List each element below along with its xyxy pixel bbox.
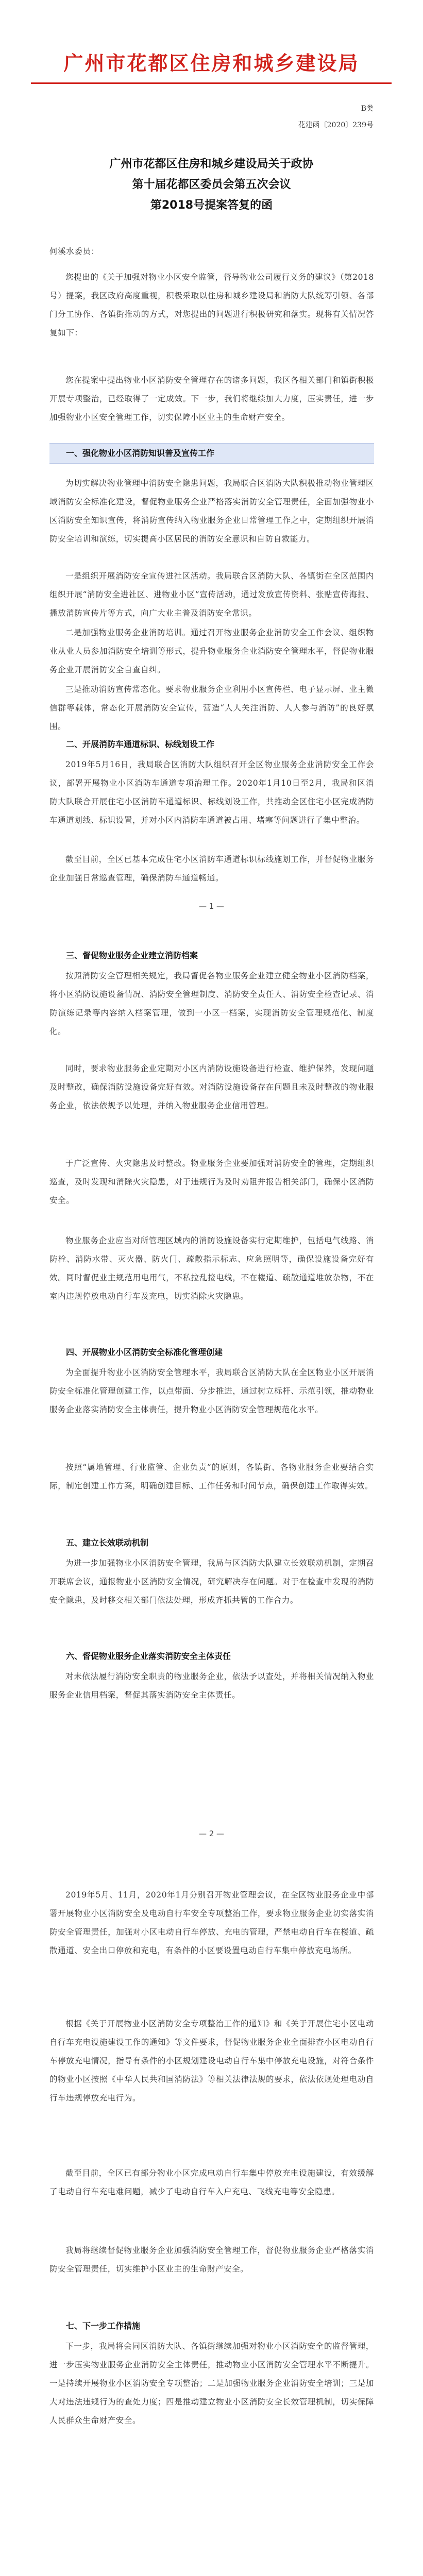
- salutation: 何溪水委员：: [49, 247, 99, 256]
- issuer-header: 广州市花都区住房和城乡建设局: [63, 52, 360, 75]
- section-1-paragraph-3: 二是加强物业服务企业消防培训。通过召开物业服务企业消防安全工作会议、组织物业从业人员参加消防安全培训等形式，提升物业服务企业消防安全管理水平，督促物业服务企业开展消防安全自查自纠。: [49, 628, 374, 674]
- section-4-paragraph-2: 按照“属地管理、行业监管、企业负责”的原则，各镇街、各物业服务企业要结合实际，制定创建工作方案，明确创建目标、工作任务和时间节点，确保创建工作取得实效。: [49, 1463, 374, 1490]
- intro-paragraph-1: 您提出的《关于加强对物业小区安全监管，督导物业公司履行义务的建议》（第2018号）提案，我区政府高度重视，积极采取以住房和城乡建设局和消防大队统筹引领、各部门分工协作、各镇街推动的方式，对您提出的问题进行积极研究和落实。现将有关情况答复如下：: [49, 273, 374, 337]
- section-1-paragraph-1: 为切实解决物业管理中消防安全隐患问题，我局联合区消防大队积极推动物业管理区域消防安全标准化建设，督促物业服务企业严格落实消防安全管理责任，全面加强物业小区消防安全知识宣传，将消防宣传纳入物业服务企业日常管理工作之中，定期组织开展消防安全培训和演练，切实提高小区居民的消防安全意识和自防自救能力。: [49, 479, 374, 544]
- section-1-heading: 一、强化物业小区消防知识普及宣传工作: [66, 448, 215, 458]
- reply-title-line-1: 广州市花都区住房和城乡建设局关于政协: [109, 158, 314, 171]
- section-7-heading: 七、下一步工作措施: [66, 2321, 141, 2331]
- page-2: [0, 927, 423, 1852]
- page-1-number: — 1 —: [198, 902, 225, 911]
- page-2-paragraph-2: 物业服务企业应当对所管理区域内的消防设施设备实行定期维护，包括电气线路、消防栓、消防水带、灭火器、防火门、疏散指示标志、应急照明等，确保设施设备完好有效。同时督促业主规范用电用气，不私拉乱接电线，不在楼道、疏散通道堆放杂物，不在室内违规停放电动自行车及充电，切实消除火灾隐患。: [49, 1236, 374, 1301]
- page-2-number: — 2 —: [198, 1829, 225, 1838]
- doc-number: 花建函〔2020〕239号: [298, 121, 374, 129]
- page-3-paragraph-4: 我局将继续督促物业服务企业加强消防安全管理工作，督促物业服务企业严格落实消防安全管理责任，切实维护小区业主的生命财产安全。: [49, 2246, 374, 2274]
- section-6-heading: 六、督促物业服务企业落实消防安全主体责任: [66, 1651, 231, 1661]
- section-1-paragraph-2: 一是组织开展消防安全宣传进社区活动。我局联合区消防大队、各镇街在全区范围内组织开展“消防安全进社区、进物业小区”宣传活动，通过发放宣传资料、张贴宣传海报、播放消防宣传片等方式，向广大业主普及消防安全常识。: [49, 571, 374, 618]
- page-3-paragraph-2: 根据《关于开展物业小区消防安全专项整治工作的通知》和《关于开展住宅小区电动自行车充电设施建设工作的通知》等文件要求，督促物业服务企业全面排查小区电动自行车停放充电情况，指导有条件的小区规划建设电动自行车集中停放充电设施，对符合条件的物业小区按照《中华人民共和国消防法》等相关法律法规的要求，依法依规处理电动自行车违规停放充电行为。: [49, 2019, 374, 2103]
- section-1-paragraph-4: 三是推动消防宣传常态化。要求物业服务企业利用小区宣传栏、电子显示屏、业主微信群等载体，常态化开展消防安全宣传，营造“人人关注消防、人人参与消防”的良好氛围。: [49, 685, 374, 731]
- page-3-paragraph-1: 2019年5月、11月，2020年1月分别召开物业管理会议，在全区物业服务企业中部署开展物业小区消防安全及电动自行车安全专项整治工作，要求物业服务企业切实落实消防安全管理责任，加强对小区电动自行车停放、充电的管理，严禁电动自行车在楼道、疏散通道、安全出口停放和充电，有条件的小区要设置电动自行车集中停放充电场所。: [49, 1890, 374, 1955]
- section-3-paragraph-1: 按照消防安全管理相关规定，我局督促各物业服务企业建立健全物业小区消防档案，将小区消防设施设备情况、消防安全管理制度、消防安全责任人、消防安全检查记录、消防演练记录等内容纳入档案管理，做到一小区一档案，实现消防安全管理规范化、制度化。: [49, 971, 374, 1036]
- section-2-heading: 二、开展消防车通道标识、标线划设工作: [66, 739, 215, 749]
- section-4-paragraph-1: 为全面提升物业小区消防安全管理水平，我局联合区消防大队在全区物业小区开展消防安全标准化管理创建工作，以点带面、分步推进，通过树立标杆、示范引领，推动物业服务企业落实消防安全主体责任，提升物业小区消防安全管理规范化水平。: [49, 1368, 374, 1414]
- section-1-heading-band: [49, 443, 374, 464]
- reply-title-line-3: 第2018号提案答复的函: [150, 199, 273, 212]
- section-7-paragraph-1: 下一步，我局将会同区消防大队、各镇街继续加强对物业小区消防安全的监督管理，进一步压实物业服务企业消防安全主体责任，推动物业小区消防安全管理水平不断提升。一是持续开展物业小区消防安全专项整治；二是加强物业服务企业消防安全培训；三是加大对违法违规行为的查处力度；四是推动建立物业小区消防安全长效管理机制，切实保障人民群众生命财产安全。: [49, 2342, 374, 2425]
- page-3: [0, 1855, 423, 2576]
- section-6-paragraph-1: 对未依法履行消防安全职责的物业服务企业，依法予以查处，并将相关情况纳入物业服务企业信用档案，督促其落实消防安全主体责任。: [49, 1672, 374, 1700]
- section-4-heading: 四、开展物业小区消防安全标准化管理创建: [66, 1347, 223, 1357]
- page-3-paragraph-3: 截至目前，全区已有部分物业小区完成电动自行车集中停放充电设施建设，有效缓解了电动自行车充电难问题，减少了电动自行车入户充电、飞线充电等安全隐患。: [49, 2168, 374, 2196]
- doc-category: B类: [361, 105, 374, 113]
- intro-paragraph-2: 您在提案中提出物业小区消防安全管理存在的诸多问题，我区各相关部门和镇街积极开展专项整治，已经取得了一定成效。下一步，我们将继续加大力度，压实责任，进一步加强物业小区安全管理工作，切实保障小区业主的生命财产安全。: [49, 376, 374, 422]
- red-header-rule: [31, 82, 392, 84]
- section-2-paragraph-2: 截至目前，全区已基本完成住宅小区消防车通道标识标线施划工作，并督促物业服务企业加强日常巡查管理，确保消防车通道畅通。: [49, 855, 374, 883]
- reply-title-line-2: 第十届花都区委员会第五次会议: [132, 178, 291, 191]
- section-3-paragraph-2: 同时，要求物业服务企业定期对小区内消防设施设备进行检查、维护保养，发现问题及时整改，确保消防设施设备完好有效。对消防设施设备存在问题且未及时整改的物业服务企业，依法依规予以处理，并纳入物业服务企业信用管理。: [49, 1064, 374, 1110]
- section-3-heading: 三、督促物业服务企业建立消防档案: [66, 951, 198, 960]
- page-2-paragraph-1: 于广泛宣传、火灾隐患及时整改。物业服务企业要加强对消防安全的管理，定期组织巡查，及时发现和消除火灾隐患，对于违规行为及时劝阻并报告相关部门，确保小区消防安全。: [49, 1159, 374, 1205]
- section-5-paragraph-1: 为进一步加强物业小区消防安全管理，我局与区消防大队建立长效联动机制，定期召开联席会议，通报物业小区消防安全情况，研究解决存在问题。对于在检查中发现的消防安全隐患，及时移交相关部门依法处理，形成齐抓共管的工作合力。: [49, 1558, 374, 1605]
- section-5-heading: 五、建立长效联动机制: [66, 1538, 149, 1548]
- section-2-paragraph-1: 2019年5月16日，我局联合区消防大队组织召开全区物业服务企业消防安全工作会议，部署开展物业小区消防车通道专项治理工作。2020年1月10日至2月，我局和区消防大队联合开展住宅小区消防车通道标识、标线划设工作，共推动全区住宅小区完成消防车通道划线、标识设置，并对小区内消防车通道被占用、堵塞等问题进行了集中整治。: [49, 760, 374, 825]
- page-1: [0, 0, 423, 925]
